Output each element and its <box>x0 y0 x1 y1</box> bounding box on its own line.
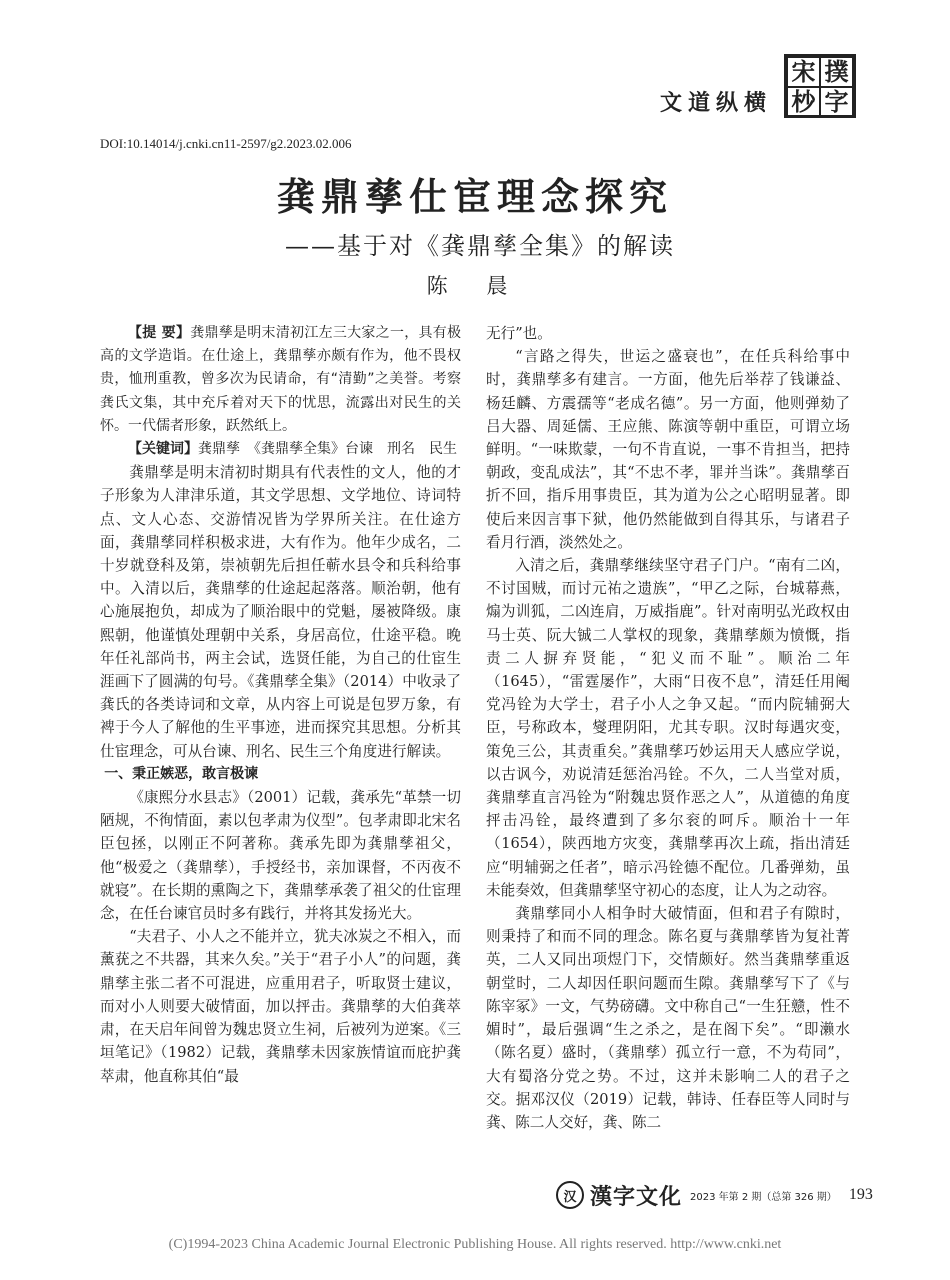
page-number: 193 <box>848 1186 873 1203</box>
journal-logo <box>784 54 856 118</box>
journal-emblem-icon: 汉 <box>556 1181 584 1209</box>
body-paragraph: 《康熙分水县志》（2001）记载，龚承先“革禁一切陋规，不徇情面，素以包孝肃为仪型”。包孝肃即北宋名臣包拯，以刚正不阿著称。龚承先即为龚鼎孳祖父，他“极爱之（龚鼎孳），手授经书，亲加课督，不丙夜不就寝”。在长期的熏陶之下，龚鼎孳承袭了祖父的仕宦理念，在任台谏官员时多有践行，并将其发扬光大。 <box>100 789 461 923</box>
article-author: 陈 晨 <box>426 274 524 298</box>
article-subtitle: ——基于对《龚鼎孳全集》的解读 <box>285 232 675 260</box>
abstract <box>100 322 461 438</box>
keywords-label: 【关键词】 <box>128 441 198 458</box>
footer <box>556 1180 873 1210</box>
journal-name: 漢字文化 <box>590 1183 683 1210</box>
logo-char: 宋 <box>787 57 820 87</box>
copyright-notice: (C)1994-2023 China Academic Journal Electronic Publishing House. All rights reserved. http://www.cnki.net <box>168 1237 782 1252</box>
logo-char: 字 <box>820 87 853 117</box>
article-title: 龚鼎孳仕宦理念探究 <box>276 174 673 219</box>
body-paragraph: “言路之得失，世运之盛衰也”，在任兵科给事中时，龚鼎孳多有建言。一方面，他先后举荐了钱谦益、杨廷麟、方震孺等“老成名德”。另一方面，他则弹劾了吕大器、周延儒、王应熊、陈演等朝中重臣，可谓立场鲜明。“一味欺蒙，一句不肯直说，一事不肯担当，把持朝政，变乱成法”，其“不忠不孝，罪并当诛”。龚鼎孳百折不回，指斥用事贵臣，其为道为公之心昭明显著。即使后来因言事下狱，他仍然能做到自得其乐，与诸君子看月行酒，淡然处之。 <box>486 348 850 551</box>
section-label: 文道纵横 <box>660 90 773 116</box>
right-column <box>486 322 850 1134</box>
body-paragraph: “夫君子、小人之不能并立，犹夫冰炭之不相入，而薰莸之不共器，其来久矣。”关于“君子小人”的问题，龚鼎孳主张二者不可混进，应重用君子，听取贤士建议，而对小人则要大破情面，加以抨击。龚鼎孳的大伯龚萃肃，在天启年间曾为魏忠贤立生祠，后被列为逆案。《三垣笔记》（1982）记载，龚鼎孳未因家族情谊而庇护龚萃肃，他直称其伯“最 <box>100 928 461 1085</box>
section-heading: 一、秉正嫉恶，敢言极谏 <box>104 765 259 782</box>
abstract-label: 【提 要】 <box>128 325 191 341</box>
keywords <box>100 438 461 461</box>
body-paragraph: 龚鼎孳同小人相争时大破情面，但和君子有隙时，则秉持了和而不同的理念。陈名夏与龚鼎孳皆为复社菁英，二人又同出项煜门下，交情颇好。然当龚鼎孳重返朝堂时，二人却因任职问题而生隙。龚鼎孳写下了《与陈宰冢》一文，气势磅礴。文中称自己“一生狂戆，性不媚时”，最后强调“生之杀之，是在阁下矣”。“即濑水（陈名夏）盛时，（龚鼎孳）孤立行一意，不为苟同”，大有蜀洛分党之势。不过，这并未影响二人的君子之交。据邓汉仪（2019）记载，韩诗、任春臣等人同时与龚、陈二人交好，龚、陈二 <box>486 905 850 1131</box>
logo-char: 撲 <box>820 57 853 87</box>
doi: DOI:10.14014/j.cnki.cn11-2597/g2.2023.02.006 <box>100 136 352 151</box>
body-paragraph: 无行”也。 <box>486 325 552 342</box>
abstract-text: 龚鼎孳是明末清初江左三大家之一，具有极高的文学造诣。在仕途上，龚鼎孳亦颇有作为，他不畏权贵，恤刑重教，曾多次为民请命，有“清勤”之美誉。考察龚氏文集，其中充斥着对天下的忧思，流露出对民生的关怀。一代儒者形象，跃然纸上。 <box>100 325 462 434</box>
body-paragraph: 入清之后，龚鼎孳继续坚守君子门户。“南有二凶，不讨国贼，而讨元祐之遗族”，“甲乙之际，台城幕燕，煽为训狐，二凶连肩，万威指鹿”。针对南明弘光政权由马士英、阮大铖二人掌权的现象，龚鼎孳颇为愤慨，指责二人摒弃贤能，“犯义而不耻”。顺治二年（1645），“雷霆屡作”，大雨“日夜不息”，清廷任用阉党冯铨为大学士，君子小人之争又起。“而内院辅弼大臣，号称政本，燮理阴阳，尤其专职。汉时每遇灾变，策免三公，其责重矣。”龚鼎孳巧妙运用天人感应学说，以古讽今，劝说清廷惩治冯铨。不久，二人当堂对质，龚鼎孳直言冯铨为“附魏忠贤作恶之人”，从道德的角度抨击冯铨，最终遭到了多尔衮的呵斥。顺治十一年（1654），陕西地方灾变，龚鼎孳再次上疏，指出清廷应“明辅弼之任者”，暗示冯铨德不配位。几番弹劾，虽未能奏效，但龚鼎孳坚守初心的态度，让人为之动容。 <box>486 557 850 899</box>
intro-paragraph: 龚鼎孳是明末清初时期具有代表性的文人，他的才子形象为人津津乐道，其文学思想、文学地位、诗词特点、文人心态、交游情况皆为学界所关注。在仕途方面，龚鼎孳同样积极求进，大有作为。他年少成名，二十岁就登科及第，崇祯朝先后担任蕲水县令和兵科给事中。入清以后，龚鼎孳的仕途起起落落。顺治朝，他有心施展抱负，却成为了顺治眼中的党魁，屡被降级。康熙朝，他谨慎处理朝中关系，身居高位，仕途平稳。晚年任礼部尚书，两主会试，选贤任能，为自己的仕宦生涯画下了圆满的句号。《龚鼎孳全集》（2014）中收录了龚氏的各类诗词和文章，从内容上可说是包罗万象，有裨于今人了解他的生平事迹，进而探究其思想。分析其仕宦理念，可从台谏、刑名、民生三个角度进行解读。 <box>100 464 461 760</box>
keywords-text: 龚鼎孳 《龚鼎孳全集》台谏 刑名 民生 <box>198 441 457 458</box>
left-column <box>100 322 461 1088</box>
issue-info: 2023 年第 2 期（总第 326 期） <box>690 1191 837 1203</box>
logo-char: 杪 <box>787 87 820 117</box>
